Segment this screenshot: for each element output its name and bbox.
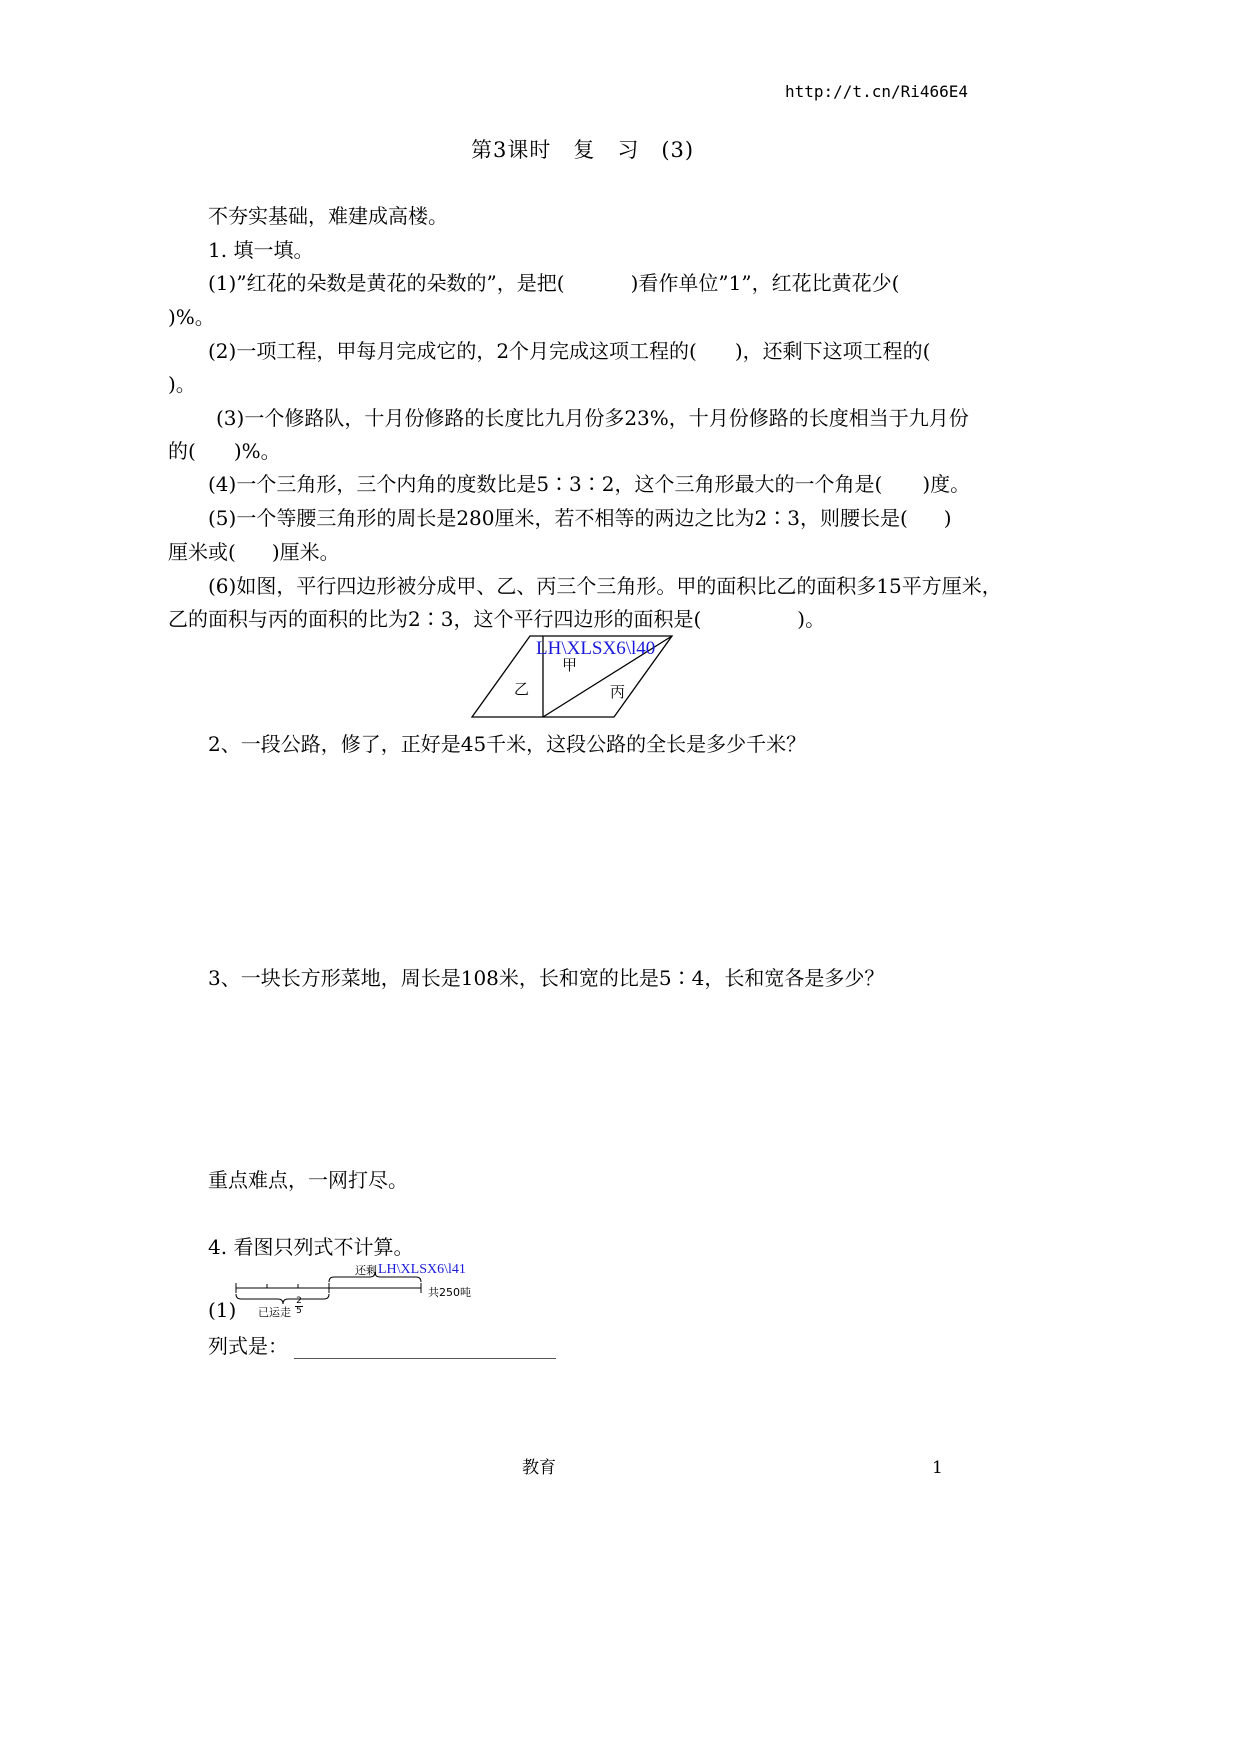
question-1-1-line2: )%。 [168, 305, 215, 329]
fraction [295, 1297, 303, 1316]
figure2-code-label: LH\XLSX6\l41 [378, 1262, 466, 1277]
fraction-numerator: 2 [296, 1296, 302, 1306]
question-1-5-text-d: )厘米。 [271, 540, 340, 564]
question-1-5-line2 [168, 540, 340, 564]
question-1-3-text-a: 的( [168, 439, 196, 463]
question-4-item-label: (1) [208, 1298, 237, 1322]
question-1-5-text-a: (5)一个等腰三角形的周长是280厘米，若不相等的两边之比为2∶3，则腰长是( [208, 506, 908, 530]
question-1-heading: 1. 填一填。 [208, 238, 314, 262]
question-1-2-text-a: (2)一项工程，甲每月完成它的，2个月完成这项工程的( [208, 339, 697, 363]
triangle-label-jia: 甲 [562, 656, 578, 674]
question-1-2-text-b: )，还剩下这项工程的( [734, 339, 931, 363]
remaining-label: 还剩 [355, 1264, 377, 1277]
answer-blank[interactable] [294, 1338, 556, 1359]
question-3: 3、一块长方形菜地，周长是108米，长和宽的比是5∶4，长和宽各是多少？ [208, 966, 885, 990]
answer-label: 列式是： [208, 1334, 288, 1358]
question-1-6-line1: (6)如图，平行四边形被分成甲、乙、丙三个三角形。甲的面积比乙的面积多15平方厘米， [208, 574, 1002, 598]
question-1-2-line2: )。 [168, 372, 196, 396]
section-heading-key-points: 重点难点，一网打尽。 [208, 1168, 408, 1192]
header-url: http://t.cn/Ri466E4 [785, 82, 969, 101]
question-1-1-line1 [208, 271, 899, 295]
question-1-1-text-b: )看作单位”1”，红花比黄花少( [630, 271, 900, 295]
question-1-6-line2 [168, 607, 825, 631]
total-label: 共250吨 [428, 1286, 471, 1299]
shipped-brace [236, 1294, 329, 1304]
shipped-label: 已运走 [258, 1306, 291, 1319]
question-1-6-text-b: )。 [797, 607, 826, 631]
triangle-label-bing: 丙 [610, 683, 626, 701]
section-heading-basics: 不夯实基础，难建成高楼。 [208, 204, 448, 228]
question-1-6-text-a: 乙的面积与丙的面积的比为2∶3，这个平行四边形的面积是( [168, 607, 702, 631]
question-1-3-text-b: )%。 [233, 439, 281, 463]
question-1-1-text-a: (1)”红花的朵数是黄花的朵数的”，是把( [208, 271, 565, 295]
footer-label: 教育 [522, 1458, 556, 1478]
question-1-3-line2 [168, 439, 281, 463]
fraction-denominator: 5 [296, 1306, 302, 1316]
question-1-5-text-b: ) [943, 506, 952, 530]
question-1-3-line1: (3)一个修路队，十月份修路的长度比九月份多23%，十月份修路的长度相当于九月份 [216, 406, 969, 430]
question-2: 2、一段公路，修了，正好是45千米，这段公路的全长是多少千米？ [208, 732, 807, 756]
question-1-5-line1 [208, 506, 952, 530]
question-1-5-text-c: 厘米或( [168, 540, 236, 564]
figure-code-label: LH\XLSX6\l40 [536, 638, 656, 659]
answer-line [208, 1334, 556, 1359]
question-4-heading: 4. 看图只列式不计算。 [208, 1235, 414, 1259]
question-1-2-line1 [208, 339, 930, 363]
question-1-4 [208, 472, 970, 496]
page-number: 1 [932, 1458, 943, 1478]
question-1-4-text-b: )度。 [922, 472, 971, 496]
question-1-4-text-a: (4)一个三角形，三个内角的度数比是5∶3∶2，这个三角形最大的一个角是( [208, 472, 883, 496]
triangle-label-yi: 乙 [514, 680, 530, 698]
page-title: 第3课时 复 习 (3) [471, 138, 695, 162]
